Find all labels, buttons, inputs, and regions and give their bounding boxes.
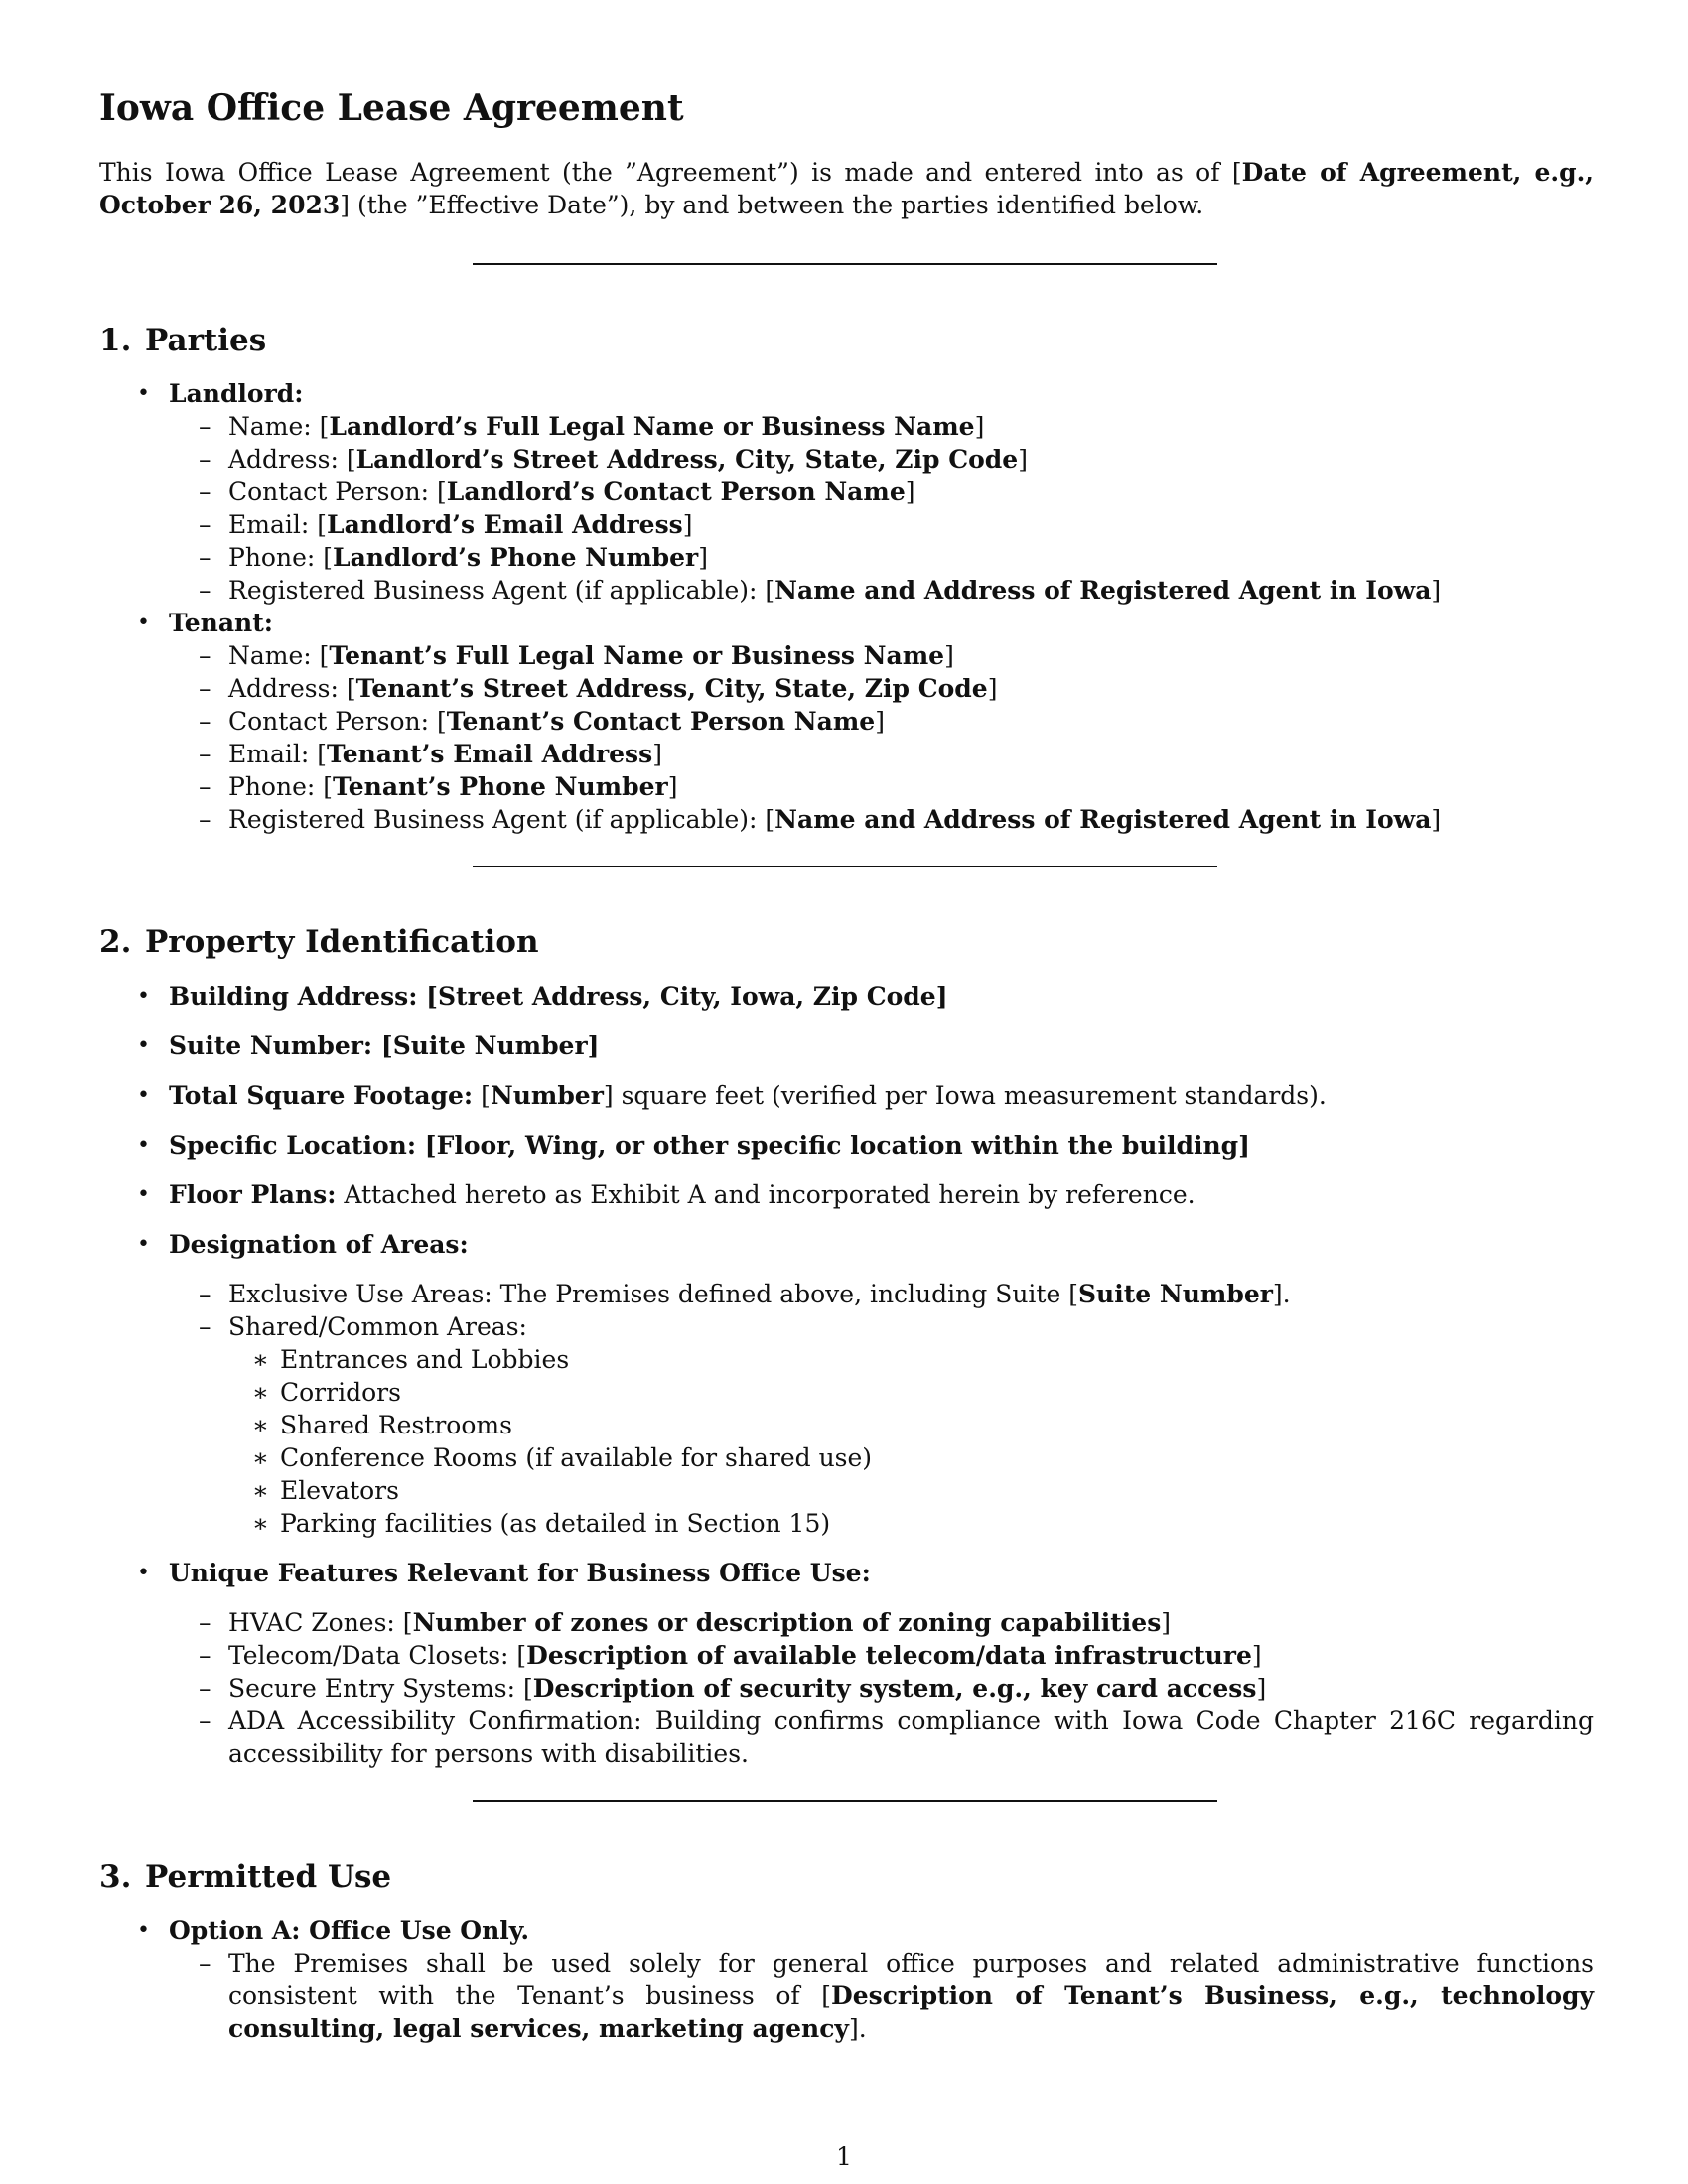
- property-list: [99, 980, 1594, 1770]
- feature-item: – HVAC Zones: [Number of zones or description of zoning capabilities]: [169, 1606, 1594, 1639]
- building-address-item: • Building Address: [Street Address, City, Iowa, Zip Code]: [99, 980, 1594, 1013]
- option-a-text: – The Premises shall be used solely for general office purposes and related administrative functions consistent with the Tenant’s business of [Description of Tenant’s Business, e.g., technology consulting, legal services, marketing agency].: [169, 1947, 1594, 2045]
- landlord-fields: [169, 410, 1594, 607]
- tenant-item: • Tenant: – Name: [Tenant’s Full Legal Name or Business Name] – Address: [Tenant’s Street Address, City, State, Zip Code] – Contact Person: [Tenant’s Contact Person Name] – Email: [Tenant’s Email Address] – Phone: [Tenant’s Phone Number] – Registered Business Agent (if applicable): [Name and Address of Registered Agent in Iowa]: [99, 607, 1594, 836]
- document-content: [99, 87, 1594, 2045]
- document-title: Iowa Office Lease Agreement: [99, 87, 684, 129]
- unique-features-item: • Unique Features Relevant for Business Office Use: – HVAC Zones: [Number of zones or description of zoning capabilities] – Telecom/Data Closets: [Description of available telecom/data infrastructure] – Secure Entry Systems: [Description of security system, e.g., key card access] – ADA Accessibility Confirmation: Building confirms compliance with Iowa Code Chapter 216C regarding accessibility for persons with disabilities.: [99, 1557, 1594, 1770]
- tenant-field: – Address: [Tenant’s Street Address, City, State, Zip Code]: [169, 672, 1594, 705]
- page-number: 1: [836, 2142, 852, 2171]
- landlord-field: – Email: [Landlord’s Email Address]: [169, 508, 1594, 541]
- shared-areas-list: [228, 1343, 1594, 1540]
- section-heading-parties: 1. Parties: [99, 323, 267, 359]
- tenant-field: – Phone: [Tenant’s Phone Number]: [169, 770, 1594, 803]
- section-divider: [473, 866, 1217, 867]
- option-a-item: • Option A: Office Use Only. – The Premises shall be used solely for general office purposes and related administrative functions consistent with the Tenant’s business of [Description of Tenant’s Business, e.g., technology consulting, legal services, marketing agency].: [99, 1914, 1594, 2045]
- ada-accessibility: – ADA Accessibility Confirmation: Building confirms compliance with Iowa Code Chapter 216C regarding accessibility for persons with disabilities.: [169, 1705, 1594, 1770]
- permitted-use-list: [99, 1914, 1594, 2045]
- agreement-date-placeholder: Date of Agreement, e.g., October 26, 2023: [99, 158, 1594, 220]
- tenant-field: – Contact Person: [Tenant’s Contact Person Name]: [169, 705, 1594, 738]
- landlord-item: • Landlord: – Name: [Landlord’s Full Legal Name or Business Name] – Address: [Landlord’s Street Address, City, State, Zip Code] – Contact Person: [Landlord’s Contact Person Name] – Email: [Landlord’s Email Address] – Phone: [Landlord’s Phone Number] – Registered Business Agent (if applicable): [Name and Address of Registered Agent in Iowa]: [99, 377, 1594, 607]
- suite-number-item: • Suite Number: [Suite Number]: [99, 1029, 1594, 1062]
- intro-paragraph: This Iowa Office Lease Agreement (the ”Agreement”) is made and entered into as of [Date of Agreement, e.g., October 26, 2023] (the ”Effective Date”), by and between the parties identified below.: [99, 158, 1594, 220]
- designation-of-areas-item: • Designation of Areas: – Exclusive Use Areas: The Premises defined above, including Suite [Suite Number]. – Shared/Common Areas: ∗ Entrances and Lobbies ∗ Corridors ∗ Shared Restrooms ∗ Conference Rooms (if available for shared use) ∗ Elevators ∗ Parking facilities (as detailed in Section 15): [99, 1228, 1594, 1540]
- tenant-field: – Email: [Tenant’s Email Address]: [169, 738, 1594, 770]
- feature-item: – Telecom/Data Closets: [Description of available telecom/data infrastructure]: [169, 1639, 1594, 1672]
- option-a-sublist: [169, 1947, 1594, 2045]
- section-heading-permitted-use: 3. Permitted Use: [99, 1858, 392, 1895]
- tenant-fields: [169, 639, 1594, 836]
- shared-common-areas: – Shared/Common Areas: ∗ Entrances and Lobbies ∗ Corridors ∗ Shared Restrooms ∗ Conference Rooms (if available for shared use) ∗ Elevators ∗ Parking facilities (as detailed in Section 15): [169, 1310, 1594, 1540]
- section-divider: [473, 263, 1217, 265]
- shared-area-item: ∗ Entrances and Lobbies: [228, 1343, 1594, 1376]
- landlord-field: – Contact Person: [Landlord’s Contact Person Name]: [169, 476, 1594, 508]
- specific-location-item: • Specific Location: [Floor, Wing, or other specific location within the building]: [99, 1129, 1594, 1161]
- features-sublist: [169, 1606, 1594, 1770]
- square-footage-item: • Total Square Footage: [Number] square feet (verified per Iowa measurement standards).: [99, 1079, 1594, 1112]
- parties-list: [99, 377, 1594, 836]
- section-divider: [473, 1800, 1217, 1802]
- tenant-field: – Name: [Tenant’s Full Legal Name or Business Name]: [169, 639, 1594, 672]
- shared-area-item: ∗ Corridors: [228, 1376, 1594, 1409]
- landlord-field: – Address: [Landlord’s Street Address, City, State, Zip Code]: [169, 443, 1594, 476]
- landlord-field: – Name: [Landlord’s Full Legal Name or Business Name]: [169, 410, 1594, 443]
- shared-area-item: ∗ Elevators: [228, 1474, 1594, 1507]
- shared-area-item: ∗ Parking facilities (as detailed in Section 15): [228, 1507, 1594, 1540]
- areas-sublist: [169, 1278, 1594, 1540]
- tenant-field: – Registered Business Agent (if applicable): [Name and Address of Registered Agent in Iowa]: [169, 803, 1594, 836]
- section-heading-property: 2. Property Identification: [99, 924, 539, 961]
- shared-area-item: ∗ Shared Restrooms: [228, 1409, 1594, 1441]
- exclusive-use-areas: – Exclusive Use Areas: The Premises defined above, including Suite [Suite Number].: [169, 1278, 1594, 1310]
- shared-area-item: ∗ Conference Rooms (if available for shared use): [228, 1441, 1594, 1474]
- landlord-field: – Phone: [Landlord’s Phone Number]: [169, 541, 1594, 574]
- feature-item: – Secure Entry Systems: [Description of security system, e.g., key card access]: [169, 1672, 1594, 1705]
- landlord-field: – Registered Business Agent (if applicable): [Name and Address of Registered Agent in Iowa]: [169, 574, 1594, 607]
- floor-plans-item: • Floor Plans: Attached hereto as Exhibit A and incorporated herein by reference.: [99, 1178, 1594, 1211]
